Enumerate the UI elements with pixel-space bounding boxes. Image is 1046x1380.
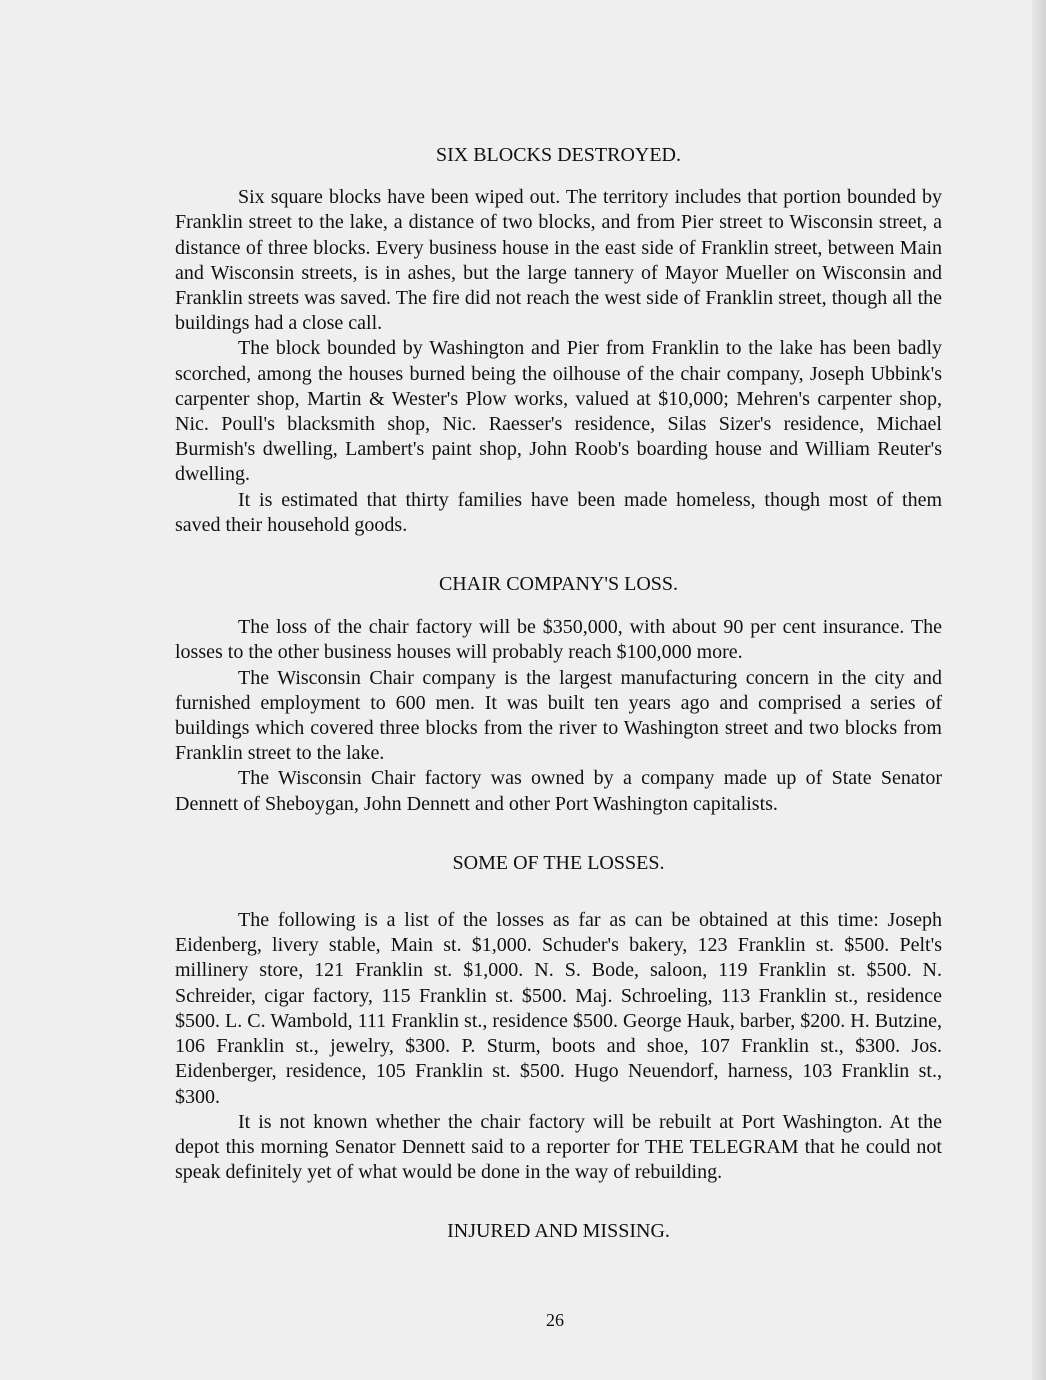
paragraph: Six square blocks have been wiped out. The territory includes that portion bounded by Franklin street to the lake, a distance of two blocks, and from Pier street to Wisconsin street, a distance of three blocks. Every business house in the east side of Franklin street, between Main and Wisconsin streets, is in ashes, but the large tannery of Mayor Mueller on Wisconsin and Franklin streets was saved. The fire did not reach the west side of Franklin street, though all the buildings had a close call. (175, 186, 942, 335)
paragraph: The block bounded by Washington and Pier from Franklin to the lake has been badly scorched, among the houses burned being the oilhouse of the chair company, Joseph Ubbink's carpenter shop, Martin & Wester's Plow works, valued at $10,000; Mehren's carpenter shop, Nic. Poull's blacksmith shop, Nic. Raesser's residence, Silas Sizer's residence, Michael Burmish's dwelling, Lambert's paint shop, John Roob's boarding house and William Reuter's dwelling. (175, 337, 942, 486)
heading-chair-companys-loss: CHAIR COMPANY'S LOSS. (438, 573, 679, 596)
paragraph: It is estimated that thirty families have been made homeless, though most of them saved their household goods. (175, 488, 942, 536)
paragraph: The loss of the chair factory will be $350,000, with about 90 per cent insurance. The losses to the other business houses will probably reach $100,000 more. (175, 616, 942, 664)
page-number: 26 (546, 1310, 564, 1330)
article-body (175, 143, 942, 1245)
heading-some-of-the-losses: SOME OF THE LOSSES. (452, 851, 665, 874)
heading-injured-and-missing: INJURED AND MISSING. (447, 1220, 670, 1243)
paragraph: The Wisconsin Chair factory was owned by a company made up of State Senator Dennett of Sheboygan, John Dennett and other Port Washington capitalists. (175, 767, 942, 815)
page-edge-shadow (1032, 0, 1046, 1380)
paragraph: The Wisconsin Chair company is the largest manufacturing concern in the city and furnished employment to 600 men. It was built ten years ago and comprised a series of buildings which covered three blocks from the river to Washington street and two blocks from Franklin street to the lake. (175, 666, 942, 765)
paragraph: It is not known whether the chair factory will be rebuilt at Port Washington. At the depot this morning Senator Dennett said to a reporter for THE TELEGRAM that he could not speak definitely yet of what would be done in the way of rebuilding. (175, 1110, 942, 1184)
paragraph: The following is a list of the losses as far as can be obtained at this time: Joseph Eidenberg, livery stable, Main st. $1,000. Schuder's bakery, 123 Franklin st. $500. Pelt's millinery store, 121 Franklin st. $1,000. N. S. Bode, saloon, 119 Franklin st. $500. N. Schreider, cigar factory, 115 Franklin st. $500. Maj. Schroeling, 113 Franklin st., residence $500. L. C. Wambold, 111 Franklin st., residence $500. George Hauk, barber, $200. H. Butzine, 106 Franklin st., jewelry, $300. P. Sturm, boots and shoe, 107 Franklin st., $300. Jos. Eidenberger, residence, 105 Franklin st. $500. Hugo Neuendorf, harness, 103 Franklin st., $300. (175, 909, 942, 1108)
heading-six-blocks-destroyed: SIX BLOCKS DESTROYED. (435, 144, 682, 166)
